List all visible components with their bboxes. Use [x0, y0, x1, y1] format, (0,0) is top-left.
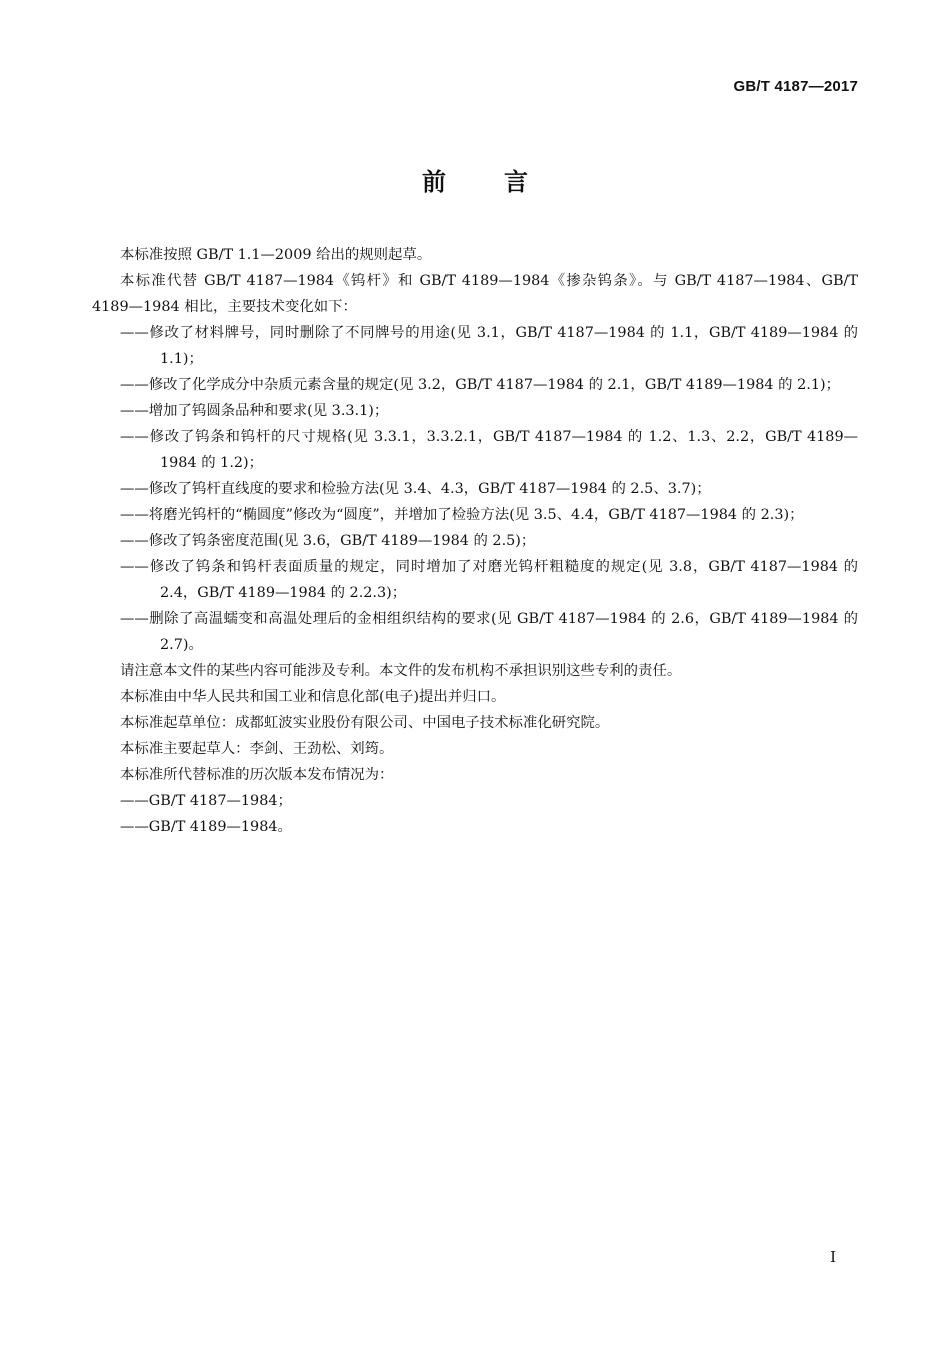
- standard-number: GB/T 4187—2017: [733, 78, 858, 95]
- change-item: ——修改了化学成分中杂质元素含量的规定(见 3.2，GB/T 4187—1984 的 2.1，GB/T 4189—1984 的 2.1)；: [120, 377, 840, 393]
- change-item: ——修改了钨条和钨杆表面质量的规定，同时增加了对磨光钨杆粗糙度的规定(见 3.8，GB/T 4187—1984 的 2.4，GB/T 4189—1984 的 2.2.3)；: [120, 559, 858, 601]
- note-paragraph: 请注意本文件的某些内容可能涉及专利。本文件的发布机构不承担识别这些专利的责任。: [120, 663, 682, 679]
- document-body: [92, 242, 858, 840]
- note-paragraph: 本标准由中华人民共和国工业和信息化部(电子)提出并归口。: [120, 689, 506, 705]
- change-item: ——修改了钨条密度范围(见 3.6，GB/T 4189—1984 的 2.5)；: [120, 533, 536, 549]
- paragraph: 本标准代替 GB/T 4187—1984《钨杆》和 GB/T 4189—1984《掺杂钨条》。与 GB/T 4187—1984、GB/T 4189—1984 相比，主要技术变化如下：: [92, 273, 858, 315]
- note-paragraph: 本标准主要起草人：李剑、王劲松、刘筠。: [120, 741, 394, 757]
- page-title: 前言: [422, 168, 586, 196]
- page-number: I: [830, 1248, 836, 1266]
- note-paragraph: 本标准所代替标准的历次版本发布情况为：: [120, 767, 394, 783]
- note-paragraph: 本标准起草单位：成都虹波实业股份有限公司、中国电子技术标准化研究院。: [120, 715, 610, 731]
- change-item: ——增加了钨圆条品种和要求(见 3.3.1)；: [120, 403, 389, 419]
- change-item: ——将磨光钨杆的“椭圆度”修改为“圆度”，并增加了检验方法(见 3.5、4.4，GB/T 4187—1984 的 2.3)；: [120, 507, 804, 523]
- paragraph: 本标准按照 GB/T 1.1—2009 给出的规则起草。: [120, 247, 432, 263]
- history-item: ——GB/T 4189—1984。: [120, 819, 292, 835]
- history-item: ——GB/T 4187—1984；: [120, 793, 292, 809]
- change-item: ——修改了钨条和钨杆的尺寸规格(见 3.3.1，3.3.2.1，GB/T 4187—1984 的 1.2、1.3、2.2，GB/T 4189—1984 的 1.2)；: [120, 429, 858, 471]
- change-item: ——删除了高温蠕变和高温处理后的金相组织结构的要求(见 GB/T 4187—1984 的 2.6，GB/T 4189—1984 的 2.7)。: [120, 611, 858, 653]
- change-item: ——修改了材料牌号，同时删除了不同牌号的用途(见 3.1，GB/T 4187—1984 的 1.1，GB/T 4189—1984 的 1.1)；: [120, 325, 858, 367]
- change-item: ——修改了钨杆直线度的要求和检验方法(见 3.4、4.3，GB/T 4187—1984 的 2.5、3.7)；: [120, 481, 711, 497]
